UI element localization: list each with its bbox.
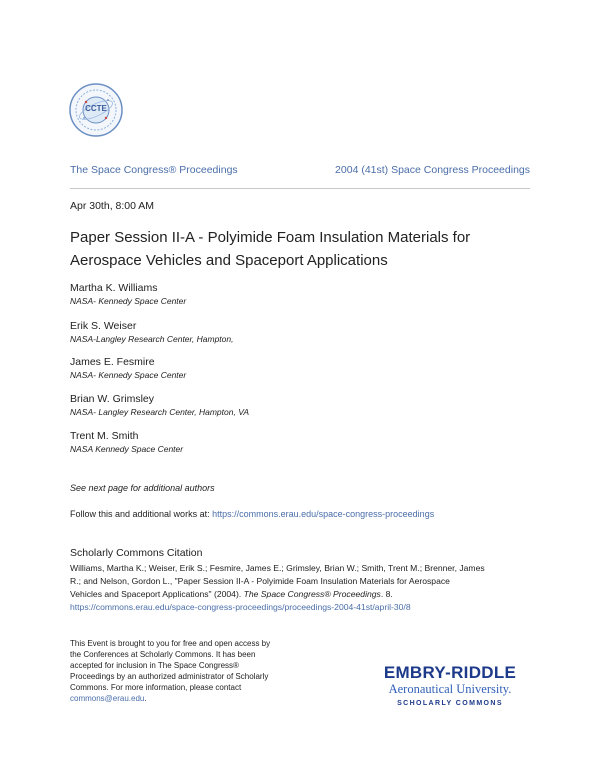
erau-logo-line-3: SCHOLARLY COMMONS <box>397 700 503 707</box>
citation-heading: Scholarly Commons Citation <box>70 547 203 559</box>
author-affiliation: NASA- Langley Research Center, Hampton, VA <box>70 407 250 417</box>
author-2 <box>70 319 233 346</box>
author-1 <box>70 281 186 308</box>
title-line-1: Paper Session II-A - Polyimide Foam Insulation Materials for <box>70 229 471 246</box>
notice-line-5: Commons. For more information, please contact <box>70 683 242 692</box>
open-access-notice <box>70 638 302 704</box>
author-affiliation: NASA- Kennedy Space Center <box>70 370 187 380</box>
author-name: Trent M. Smith <box>70 430 139 442</box>
author-name: Erik S. Weiser <box>70 320 137 332</box>
event-date: Apr 30th, 8:00 AM <box>70 200 155 212</box>
paper-title <box>70 226 510 272</box>
citation-line-2: R.; and Nelson, Gordon L., "Paper Session II-A - Polyimide Foam Insulation Materials for Aerospace <box>70 576 450 586</box>
author-name: James E. Fesmire <box>70 356 155 368</box>
author-3 <box>70 355 186 382</box>
follow-text: Follow this and additional works at: <box>70 509 213 519</box>
notice-end: . <box>144 694 147 703</box>
author-name: Martha K. Williams <box>70 282 158 294</box>
author-4 <box>70 392 249 419</box>
seal-text: CCTE <box>85 104 107 113</box>
header-divider <box>70 188 530 189</box>
citation-journal: The Space Congress® Proceedings <box>243 589 381 599</box>
notice-line-3: accepted for inclusion in The Space Congress® <box>70 661 239 670</box>
citation-line-1: Williams, Martha K.; Weiser, Erik S.; Fesmire, James E.; Grimsley, Brian W.; Smith, Trent M.; Brenner, James <box>70 563 485 573</box>
citation-line-3 <box>70 588 530 601</box>
author-5 <box>70 429 183 456</box>
follow-line <box>70 509 434 519</box>
author-affiliation: NASA- Kennedy Space Center <box>70 296 187 306</box>
erau-scholarly-commons-logo[interactable] <box>370 664 530 707</box>
space-congress-proceedings-link[interactable]: The Space Congress® Proceedings <box>70 164 238 176</box>
proceedings-collection-link[interactable]: https://commons.erau.edu/space-congress-proceedings <box>212 509 435 519</box>
space-congress-seal-icon <box>68 82 124 138</box>
citation-body <box>70 562 530 614</box>
author-name: Brian W. Grimsley <box>70 393 155 405</box>
citation-line-3-suffix: . 8. <box>380 589 393 599</box>
erau-logo-line-1: EMBRY-RIDDLE <box>383 663 517 682</box>
citation-link[interactable]: https://commons.erau.edu/space-congress-proceedings/proceedings-2004-41st/april-30/8 <box>70 602 411 612</box>
contact-email-link[interactable]: commons@erau.edu <box>70 694 145 703</box>
2004-proceedings-link[interactable]: 2004 (41st) Space Congress Proceedings <box>335 164 530 176</box>
erau-logo-line-2: Aeronautical University. <box>388 682 512 696</box>
author-affiliation: NASA-Langley Research Center, Hampton, <box>70 334 234 344</box>
notice-line-1: This Event is brought to you for free and open access by <box>70 639 271 648</box>
citation-line-3-prefix: Vehicles and Spaceport Applications" (2004). <box>70 589 244 599</box>
notice-line-2: the Conferences at Scholarly Commons. It has been <box>70 650 256 659</box>
title-line-2: Aerospace Vehicles and Spaceport Applications <box>70 252 388 269</box>
notice-line-4: Proceedings by an authorized administrator of Scholarly <box>70 672 269 681</box>
author-affiliation: NASA Kennedy Space Center <box>70 444 184 454</box>
see-next-page-note: See next page for additional authors <box>70 483 215 493</box>
